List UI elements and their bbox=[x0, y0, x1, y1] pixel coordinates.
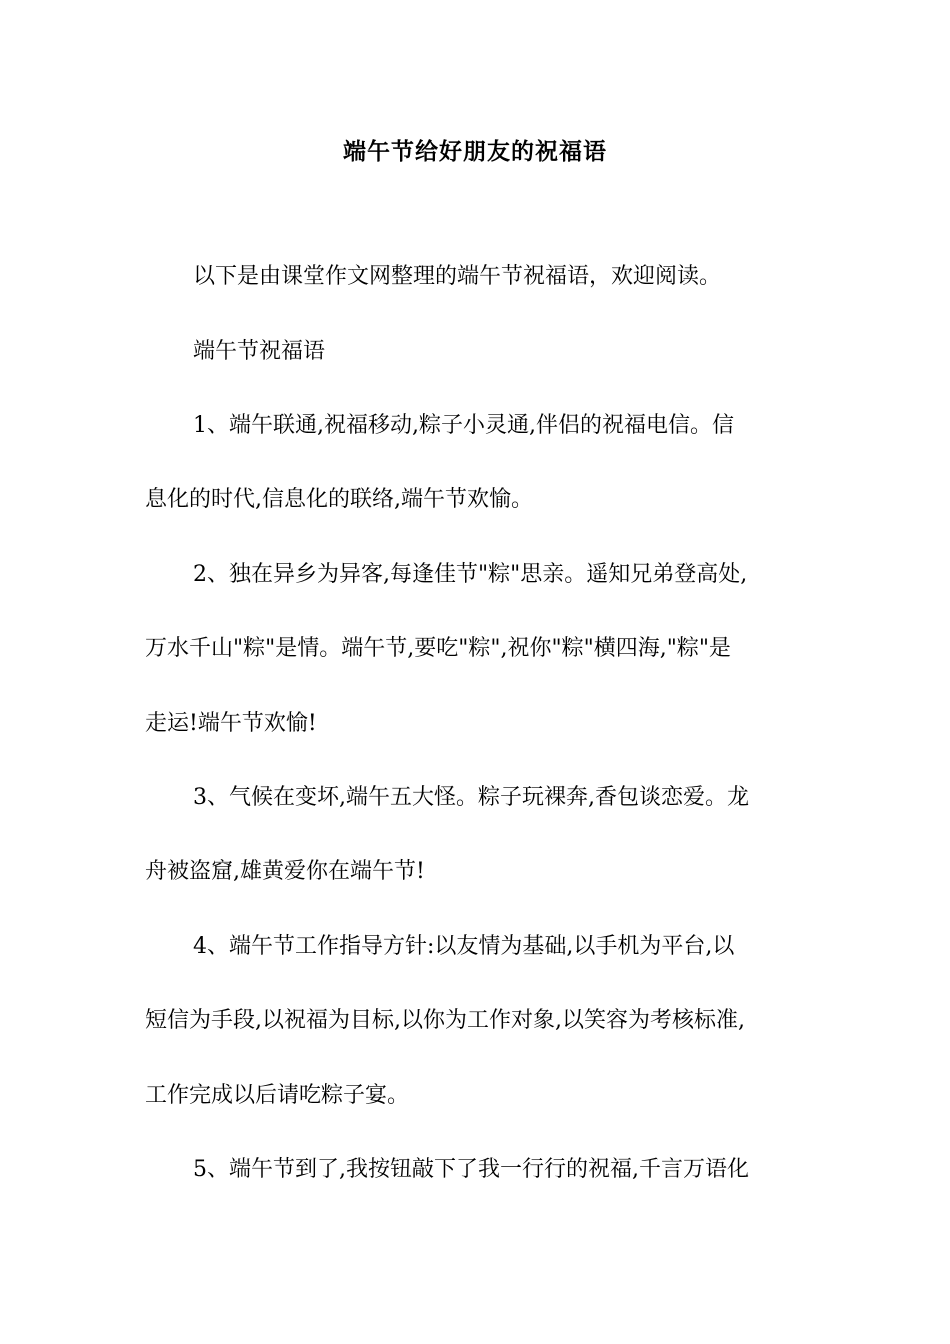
text-line-item4-b: 短信为手段,以祝福为目标,以你为工作对象,以笑容为考核标准, bbox=[145, 1008, 745, 1033]
text-line-item1-a: 1、端午联通,祝福移动,粽子小灵通,伴侣的祝福电信。信 bbox=[193, 413, 734, 438]
text-line-item2-a: 2、独在异乡为异客,每逢佳节"粽"思亲。遥知兄弟登高处, bbox=[193, 562, 748, 587]
document-title: 端午节给好朋友的祝福语 bbox=[343, 138, 607, 165]
text-line-item3-b: 舟被盗窟,雄黄爱你在端午节! bbox=[145, 859, 425, 884]
text-line-item2-b: 万水千山"粽"是情。端午节,要吃"粽",祝你"粽"横四海,"粽"是 bbox=[145, 636, 731, 661]
text-line-item5-a: 5、端午节到了,我按钮敲下了我一行行的祝福,千言万语化 bbox=[193, 1157, 749, 1182]
text-line-section-heading: 端午节祝福语 bbox=[193, 339, 326, 364]
text-line-item3-a: 3、气候在变坏,端午五大怪。粽子玩裸奔,香包谈恋爱。龙 bbox=[193, 785, 749, 810]
text-line-item2-c: 走运!端午节欢愉! bbox=[145, 711, 317, 736]
text-line-item1-b: 息化的时代,信息化的联络,端午节欢愉。 bbox=[145, 487, 533, 512]
text-line-item4-c: 工作完成以后请吃粽子宴。 bbox=[145, 1083, 410, 1108]
text-line-intro: 以下是由课堂作文网整理的端午节祝福语，欢迎阅读。 bbox=[193, 264, 722, 289]
text-line-item4-a: 4、端午节工作指导方针:以友情为基础,以手机为平台,以 bbox=[193, 934, 735, 959]
